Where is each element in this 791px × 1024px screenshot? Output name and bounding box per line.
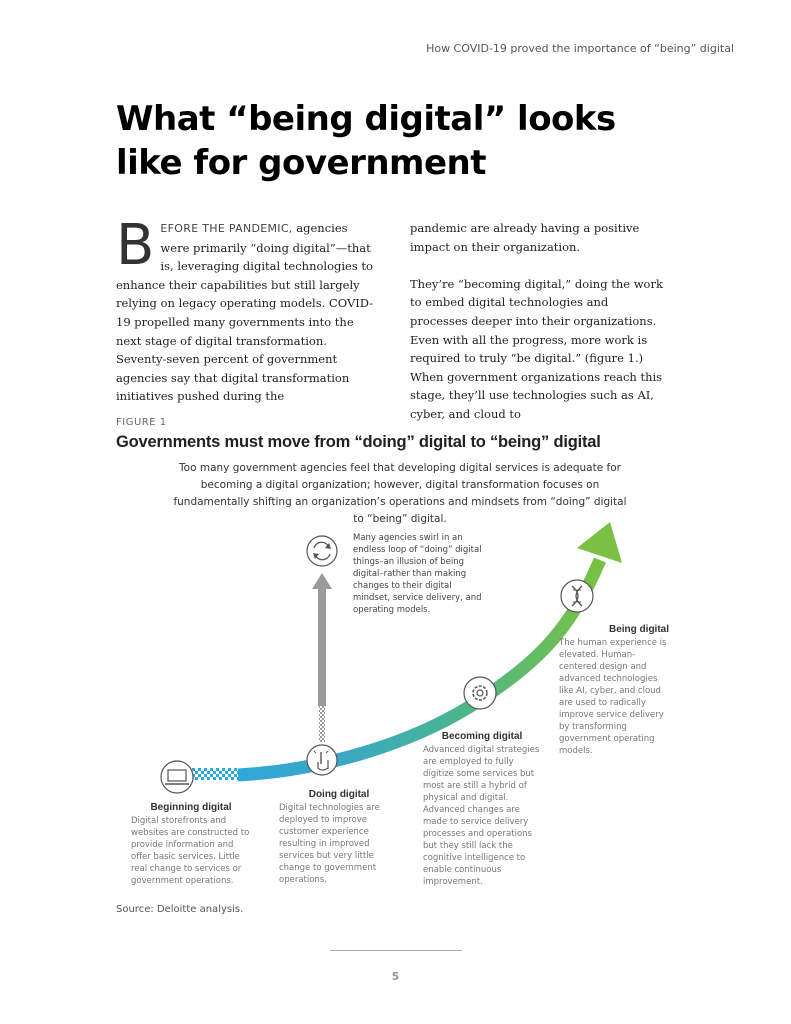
vertical-arrow-pixels (319, 706, 325, 742)
pixel-trail (192, 768, 240, 780)
right-paragraph-2: They’re “becoming digital,” doing the work to embed digital technologies and processes deeper into their organizations. Even with all the progress, more work is required to truly “be digital.” (figure 1.) When government organizations reach this stage, they’ll use technologies such as AI, cyber, and cloud to (410, 276, 663, 421)
title-line-2: like for government (116, 143, 486, 183)
source-note: Source: Deloitte analysis. (116, 904, 244, 915)
right-paragraph-1: pandemic are already having a positive impact on their organization. (410, 221, 640, 254)
dna-icon (561, 580, 593, 612)
gear-icon (464, 677, 496, 709)
page-number: 5 (391, 970, 400, 983)
figure-label: FIGURE 1 (116, 417, 167, 428)
left-column-text: agencies were primarily “doing digital”—that is, leveraging digital technologies to enhance their capabilities but still largely relying on legacy operating models. COVID-19 propelled many governments into the next stage of digital transformation. Seventy-seven percent of government agencies say that digital transformation initiatives pushed during the (116, 221, 374, 404)
running-head: How COVID-19 proved the importance of “being” digital (426, 42, 734, 55)
figure-subtitle: Too many government agencies feel that developing digital services is adequate for becoming a digital organization; however, digital transformation focuses on fundamentally shifting an organization’s operations and mindsets from “doing” digital to “being” digital. (173, 462, 627, 525)
stage-description: Digital technologies are deployed to improve customer experience resulting in improved services but very little change to government operations. (279, 803, 380, 885)
vertical-arrow-head (312, 573, 332, 589)
stage-description: Advanced digital strategies are employed to fully digitize some services but most are still a hybrid of physical and digital. Advanced changes are made to service delivery processes and operations but they still lack the cognitive intelligence to enable continuous improvement. (423, 745, 540, 887)
stage-title: Being digital (609, 624, 669, 635)
lead-in: EFORE THE PANDEMIC, (160, 222, 293, 235)
stage-beginning-digital (131, 802, 251, 887)
drop-cap: B (116, 213, 155, 278)
title-line-1: What “being digital” looks (116, 99, 616, 139)
stage-becoming-digital (423, 731, 541, 888)
stage-title: Becoming digital (441, 731, 523, 742)
vertical-arrow-shaft (318, 588, 326, 706)
loop-note: Many agencies swirl in an endless loop of “doing” digital things–an illusion of being digital–rather than making changes to their digital mindset, service delivery, and operating models. (353, 533, 482, 615)
stage-description: The human experience is elevated. Human-centered design and advanced technologies like AI, cyber, and cloud are used to radically improve service delivery by transforming government operating models. (559, 638, 667, 756)
stage-title: Doing digital (308, 789, 370, 800)
footer-divider (330, 950, 462, 951)
pointer-hand-icon (307, 745, 337, 775)
stage-doing-digital (279, 789, 399, 886)
stage-description: Digital storefronts and websites are constructed to provide information and offer basic services. Little real change to services or government operations. (131, 816, 250, 886)
laptop-icon (161, 761, 193, 793)
stage-title: Beginning digital (150, 802, 232, 813)
stage-being-digital (559, 624, 669, 757)
curve-arrowhead (577, 522, 622, 563)
refresh-icon (307, 536, 337, 566)
figure-title: Governments must move from “doing” digital to “being” digital (116, 433, 601, 451)
